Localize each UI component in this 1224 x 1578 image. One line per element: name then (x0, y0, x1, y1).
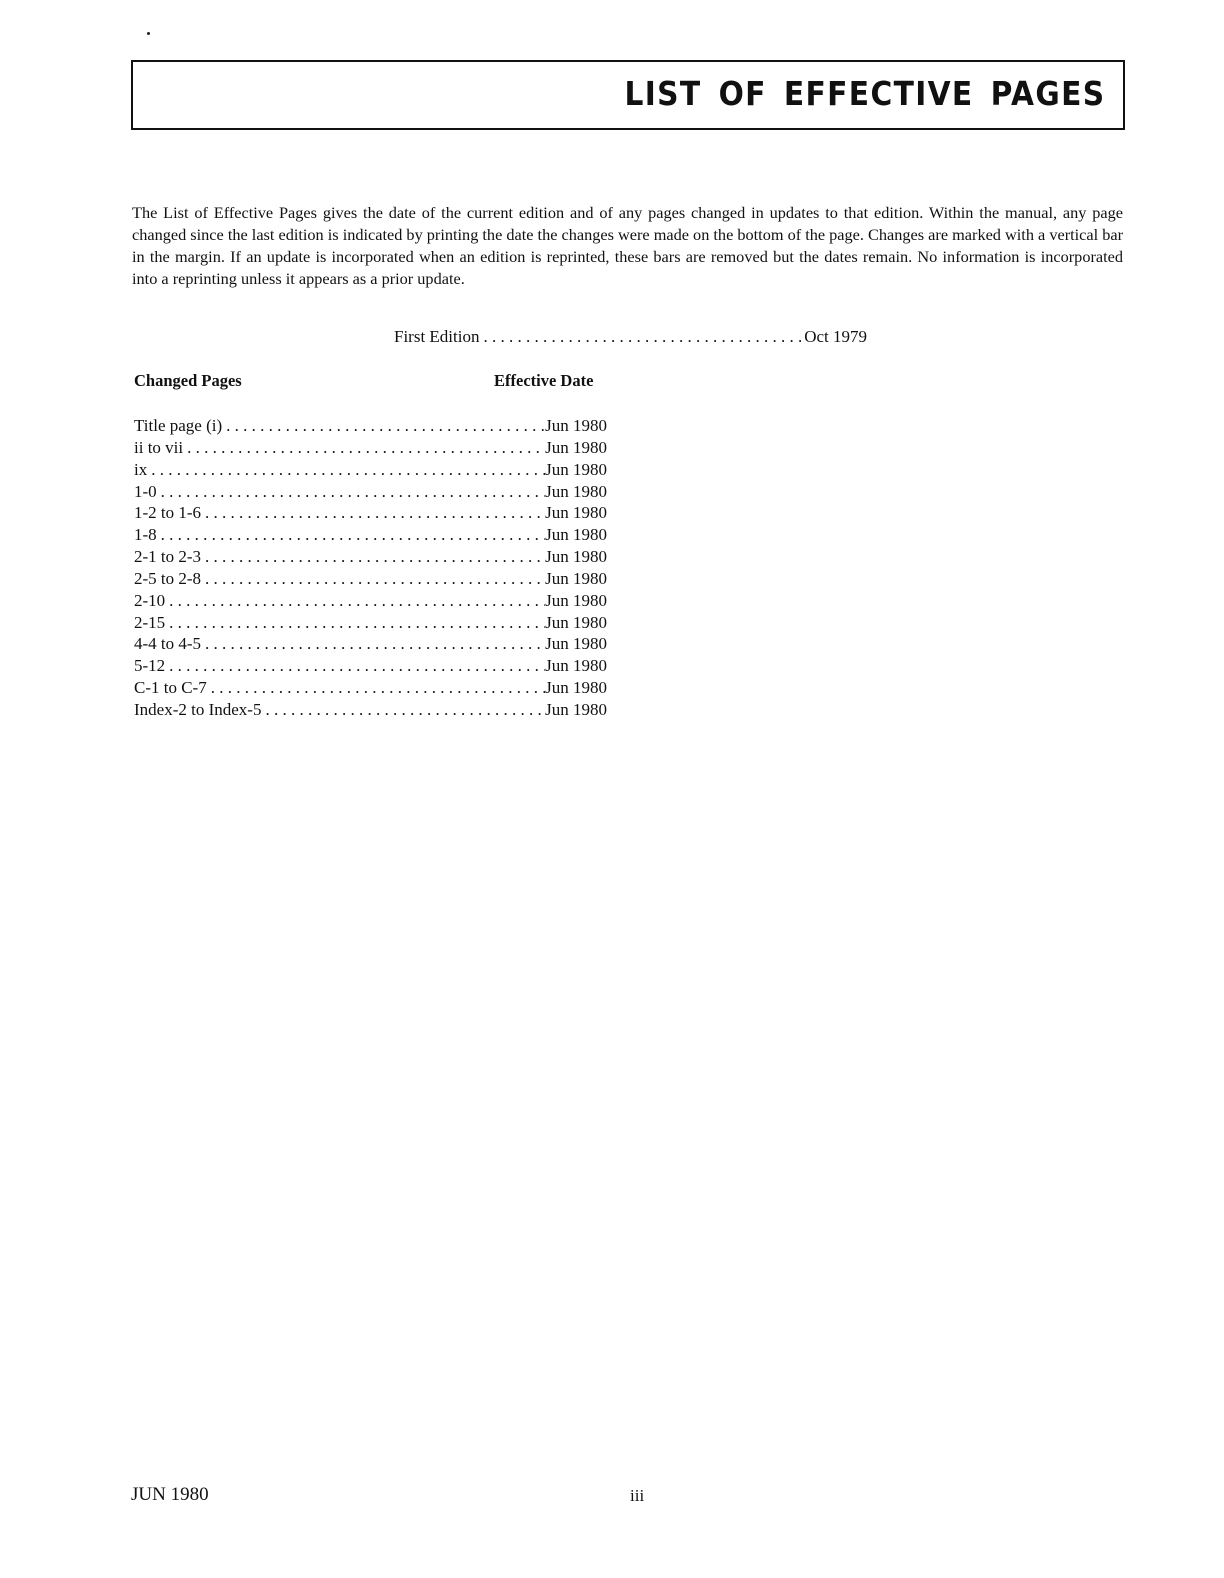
list-item (134, 437, 607, 459)
changed-pages-header: Changed Pages (134, 371, 242, 390)
changed-pages-list (134, 415, 607, 721)
effective-date: Jun 1980 (545, 568, 607, 588)
list-item (134, 655, 607, 677)
changed-page-name: Title page (i) (134, 416, 223, 435)
effective-date: Jun 1980 (545, 547, 607, 567)
first-edition-label: First Edition (394, 327, 480, 346)
effective-date: Jun 1980 (545, 656, 607, 676)
effective-date: Jun 1980 (545, 699, 607, 719)
dot-leader (261, 699, 545, 721)
effective-date: Jun 1980 (545, 634, 607, 654)
dot-leader (201, 633, 545, 655)
changed-page-name: 2-1 to 2-3 (134, 547, 202, 567)
dot-leader (201, 546, 545, 568)
dot-leader (201, 568, 545, 590)
list-item (134, 633, 607, 655)
list-item (134, 481, 607, 503)
changed-page-name: 4-4 to 4-5 (134, 634, 202, 654)
first-edition-line (394, 326, 867, 348)
dot-leader (157, 481, 545, 503)
title-box (131, 60, 1125, 130)
effective-date: Jun 1980 (545, 416, 607, 435)
list-item (134, 459, 607, 481)
footer-page-number: iii (630, 1486, 645, 1505)
list-item (134, 502, 607, 524)
print-speck (147, 32, 150, 35)
dot-leader (165, 612, 545, 634)
list-item (134, 546, 607, 568)
changed-page-name: 5-12 (134, 656, 166, 676)
changed-page-name: C-1 to C-7 (134, 678, 207, 698)
changed-page-name: 1-0 (134, 481, 157, 501)
dot-leader (147, 459, 545, 481)
list-item (134, 677, 607, 699)
list-item (134, 524, 607, 546)
list-item (134, 590, 607, 612)
dot-leader (222, 415, 545, 437)
changed-page-name: 2-5 to 2-8 (134, 568, 202, 588)
dot-leader (207, 677, 545, 699)
changed-page-name: ix (134, 459, 148, 479)
effective-date: Jun 1980 (545, 503, 607, 523)
list-item (134, 612, 607, 634)
list-item (134, 699, 607, 721)
effective-date: Jun 1980 (545, 678, 607, 698)
dot-leader (157, 524, 545, 546)
dot-leader (479, 326, 804, 348)
changed-page-name: 2-15 (134, 612, 166, 632)
page-title: LIST OF EFFECTIVE PAGES (623, 74, 1105, 113)
changed-page-name: 2-10 (134, 590, 166, 610)
effective-date: Jun 1980 (545, 459, 607, 479)
dot-leader (183, 437, 545, 459)
effective-date: Jun 1980 (545, 481, 607, 501)
dot-leader (165, 590, 545, 612)
changed-page-name: ii to vii (134, 437, 184, 457)
footer-date: JUN 1980 (131, 1484, 209, 1505)
first-edition-date: Oct 1979 (804, 327, 867, 346)
intro-paragraph: The List of Effective Pages gives the date of the current edition and of any pages changed in updates to that edition. Within the manual, any page changed since the last edition is indicated by printing the date the changes were made on the bottom of the page. Changes are marked with a vertical bar in the margin. If an update is incorporated when an edition is reprinted, these bars are removed but the dates remain. No information is incorporated into a reprinting unless it appears as a prior update. (132, 203, 1124, 288)
changed-page-name: Index-2 to Index-5 (134, 699, 262, 719)
effective-date: Jun 1980 (545, 590, 607, 610)
changed-page-name: 1-8 (134, 525, 157, 545)
changed-page-name: 1-2 to 1-6 (134, 503, 202, 523)
list-item (134, 568, 607, 590)
effective-date-header: Effective Date (494, 371, 594, 390)
effective-date: Jun 1980 (545, 437, 607, 457)
dot-leader (165, 655, 545, 677)
dot-leader (201, 502, 545, 524)
list-item (134, 415, 607, 437)
effective-date: Jun 1980 (545, 612, 607, 632)
effective-date: Jun 1980 (545, 525, 607, 545)
